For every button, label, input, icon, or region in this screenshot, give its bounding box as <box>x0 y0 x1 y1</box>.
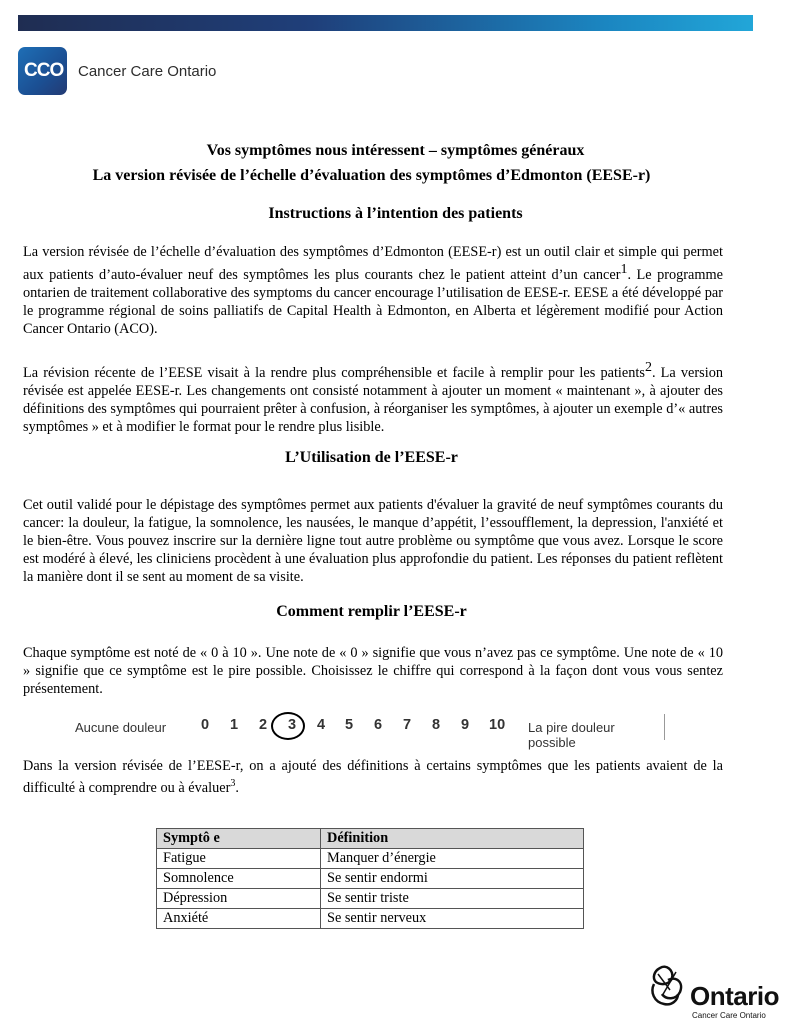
paragraph-text: La révision récente de l’EESE visait à la rendre plus compréhensible et facile à remplir pour les patients <box>23 365 645 381</box>
scale-number: 9 <box>461 717 470 733</box>
footnote-ref-2: 2 <box>644 360 652 375</box>
paragraph-utilisation: Cet outil validé pour le dépistage des symptômes permet aux patients d'évaluer la gravité de neuf symptômes courants du cancer: la douleur, la fatigue, la somnolence, les nausées, le manque d’appétit, l’essoufflement, la depression, l'anxiété et le bien-être. Vous pouvez inscrire sur la dernière ligne tout autre problème ou symptôme que vous avez. Lorsque le score est modéré à élevé, les cliniciens procèdent à une évaluation plus approfondie du patient. Les réponses du patient reflètent la manière dont il se sent au moment de sa visite. <box>23 497 723 585</box>
table-cell-symptom: Somnolence <box>157 869 321 889</box>
paragraph-text: . La version révisée est appelée EESE-r. Les changements ont consisté notamment à ajouter un moment « maintenant », à ajouter des définitions des symptômes qui pourraient prêter à confusion, à réorganiser les symptômes, à ajouter un exemple d’« autres symptômes » et à modifier le format pour le rendre plus lisible. <box>23 365 723 435</box>
scale-number-selected: 3 <box>288 717 297 733</box>
scale-number: 8 <box>432 717 441 733</box>
scale-number: 6 <box>374 717 383 733</box>
scale-number: 0 <box>201 717 210 733</box>
ontario-wordmark-subtitle: Cancer Care Ontario <box>692 1011 766 1020</box>
section-heading-utilisation: L’Utilisation de l’EESE-r <box>285 449 458 466</box>
table-cell-definition: Se sentir nerveux <box>321 909 584 929</box>
paragraph-text: Dans la version révisée de l’EESE-r, on a ajouté des définitions à certains symptômes que les patients avaient de la difficulté à comprendre ou à évaluer <box>23 758 723 796</box>
footnote-ref-1: 1 <box>620 262 628 277</box>
scale-number: 10 <box>489 717 506 733</box>
symptom-definition-table <box>156 828 584 929</box>
table-cell-symptom: Dépression <box>157 889 321 909</box>
paragraph-text: . <box>235 779 239 796</box>
paragraph-instructions-1 <box>23 243 723 338</box>
table-row <box>157 869 584 889</box>
scale-end-divider <box>664 714 665 740</box>
pain-scale-example <box>75 712 665 750</box>
paragraph-text: La version révisée de l’échelle d’évaluation des symptômes d’Edmonton (EESE-r) est un outil clair et simple qui permet aux patients d’auto-évaluer neuf des symptômes les plus courants chez le patient atteint d’un cancer <box>23 244 723 283</box>
table-cell-definition: Se sentir triste <box>321 889 584 909</box>
table-row <box>157 889 584 909</box>
table-cell-definition: Se sentir endormi <box>321 869 584 889</box>
table-header-row <box>157 829 584 849</box>
table-header-symptom: Symptô e <box>157 829 321 849</box>
table-cell-symptom: Anxiété <box>157 909 321 929</box>
paragraph-definitions-intro <box>23 757 723 797</box>
paragraph-instructions-2 <box>23 359 723 436</box>
table-cell-symptom: Fatigue <box>157 849 321 869</box>
scale-right-label: La pire douleur possible <box>528 720 615 750</box>
document-subtitle: La version révisée de l’échelle d’évaluation des symptômes d’Edmonton (EESE-r) <box>92 167 651 184</box>
footnote-ref-3: 3 <box>230 778 236 789</box>
scale-number: 1 <box>230 717 239 733</box>
section-heading-comment-remplir: Comment remplir l’EESE-r <box>276 603 467 620</box>
scale-number: 5 <box>345 717 354 733</box>
table-row <box>157 909 584 929</box>
cco-logo <box>18 47 216 95</box>
table-cell-definition: Manquer d’énergie <box>321 849 584 869</box>
paragraph-comment-remplir: Chaque symptôme est noté de « 0 à 10 ». Une note de « 0 » signifie que vous n’avez pas ce symptôme. Une note de « 10 » signifie que ce symptôme est le pire possible. Choisissez le chiffre qui correspond à la façon dont vous vous sentez présentement. <box>23 645 723 697</box>
cco-logo-badge: CCO <box>18 47 67 95</box>
scale-number: 7 <box>403 717 412 733</box>
header-gradient-bar <box>18 15 753 31</box>
paragraph-text: . Le programme ontarien de traitement collaborative des symptoms du cancer encourage l’utilisation de EESE-r. EESE a été développé par le programme régional de soins palliatifs de Capital Health à Edmonton, en Alberta et légèrement modifié pour Action Cancer Ontario (ACO). <box>23 267 723 337</box>
cco-logo-text: Cancer Care Ontario <box>78 62 217 80</box>
ontario-wordmark: Ontario <box>690 981 779 1011</box>
scale-number: 4 <box>317 717 326 733</box>
scale-left-label: Aucune douleur <box>75 720 167 735</box>
section-heading-instructions: Instructions à l’intention des patients <box>268 205 523 222</box>
scale-number: 2 <box>259 717 268 733</box>
document-title: Vos symptômes nous intéressent – symptômes généraux <box>206 142 585 159</box>
table-header-definition: Définition <box>321 829 584 849</box>
table-row <box>157 849 584 869</box>
